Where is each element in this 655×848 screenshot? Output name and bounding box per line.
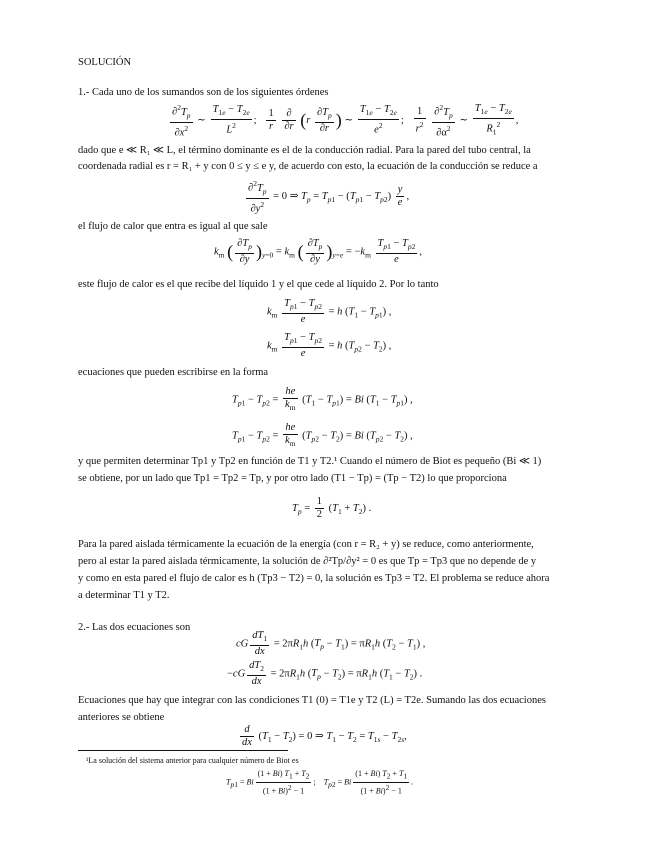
footnote-rule [78,750,288,751]
paragraph-biot-b: se obtiene, por un lado que Tp1 = Tp2 = Tp, y por otro lado (T1 − Tp) = (Tp − T2) lo que proporciona [78,473,507,484]
paragraph-orders: 1.- Cada uno de los sumandos son de los siguientes órdenes [78,87,329,98]
paragraph-integrate-a: Ecuaciones que hay que integrar con las condiciones T1 (0) = T1e y T2 (L) = T2e. Sumando las dos ecuaciones [78,695,546,706]
paragraph-form: ecuaciones que pueden escribirse en la forma [78,367,269,378]
paragraph-insulated-b: pero al estar la pared aislada térmicamente, la solución de ∂²Tp/∂y² = 0 es que Tp = Tp3 que no depende de y [78,556,537,567]
footnote-equation: $T_{p1} = Bi$ $\frac{(1 + Bi) T_1 + T_2}{(1 + Bi)^2 - 1}$ ; $T_{p2} = Bi$ $\frac{(1 + Bi) T_2 + T_1}{(1 + Bi)^2 - 1}$ . [226,769,414,796]
paragraph-liquids: este flujo de calor es el que recibe del líquido 1 y el que cede al líquido 2. Por lo tanto [78,279,439,290]
paragraph-integrate-b: anteriores se obtiene [78,712,165,723]
paragraph-insulated-c: y como en esta pared el flujo de calor es h (Tp3 − T2) = 0, la solución es Tp3 = T2. El problema se reduce ahora [78,573,550,584]
paragraph-biot-a: y que permiten determinar Tp1 y Tp2 en función de T1 y T2.¹ Cuando el número de Biot es pequeño (Bi ≪ 1) [78,456,542,467]
paragraph-insulated-d: a determinar T1 y T2. [78,590,170,601]
equation-orders: $\frac{\partial^2T_p}{\partial x^2}$ ∼ $\frac{T_{1e} - T_{2e}}{L^2}$ ; $\frac{1}{r}$ $\frac{\partial}{\partial r}$ (r $\frac{\partial T_p}{\partial r}$ ) ∼ $\frac{T_{1e} - T_{2e}}{e^2}$ ; $\frac{1}{r^2}$ $\frac{\partial^2T_p}{\partial\alpha^2}$ ∼ $\frac{T_{1e} - T_{2e}}{R_1^2}$ , [172,102,519,139]
equation-balance-1: $k_m$ $\frac{T_{p1} - T_{p2}}{e}$ = h $(T_1 - T_{p1})$ , [267,298,392,326]
equation-liquid-1: cG $\frac{dT_1}{dx}$ = $2\pi R_1h$ $(T_p - T_1) = \pi R_1h$ $(T_2 - T_1)$ , [236,630,426,658]
equation-heat-flux: $k_m$ ( $\frac{\partial T_p}{\partial y}$ )$_{y=0} = k_m$ ( $\frac{\partial T_p}{\partial y}$ )$_{y=e} = -k_m$ $\frac{T_{p1} - T_{p2}}{e}$ , [214,238,423,266]
equation-biot-2: $T_{p1} - T_{p2}$ = $\frac{he}{k_m}$ $(T_{p2} - T_2) = Bi$ $(T_{p2} - T_2)$ , [232,422,413,449]
equation-mean-temperature: $T_p$ = $\frac{1}{2}$ $(T_1 + T_2)$ . [292,496,372,520]
equation-sum: $\frac{d}{dx}$ $(T_1 - T_2) = 0$ ⇒ $T_1 - T_2 = T_{1s} - T_{2s}$, [242,724,407,748]
paragraph-two-equations: 2.- Las dos ecuaciones son [78,622,191,633]
footnote-text: ¹La solución del sistema anterior para cualquier número de Biot es [86,756,299,765]
equation-conduction: $\frac{\partial^2T_p}{\partial y^2}$ = 0 ⇒ $T_p = T_{p1} - (T_{p1} - T_{p2})$ $\frac{y}{e}$ , [248,179,410,215]
paragraph-heat-flux: el flujo de calor que entra es igual al que sale [78,221,268,232]
paragraph-dominant-a: dado que e ≪ R₁ ≪ L, el término dominante es el de la conducción radial. Para la pared del tubo central, la [78,145,531,156]
equation-biot-1: $T_{p1} - T_{p2}$ = $\frac{he}{k_m}$ $(T_1 - T_{p1}) = Bi$ $(T_1 - T_{p1})$ , [232,386,413,413]
equation-liquid-2: −cG $\frac{dT_2}{dx}$ = $2\pi R_1h$ $(T_p - T_2) = \pi R_1h$ $(T_1 - T_2)$ . [227,660,423,688]
paragraph-dominant-b: coordenada radial es r = R₁ + y con 0 ≤ y ≤ e y, de acuerdo con esto, la ecuación de la conducción se reduce a [78,161,538,172]
paragraph-insulated-a: Para la pared aislada térmicamente la ecuación de la energía (con r = R₂ + y) se reduce, como anteriormente, [78,539,534,550]
section-heading: SOLUCIÓN [78,57,132,68]
equation-balance-2: $k_m$ $\frac{T_{p1} - T_{p2}}{e}$ = h $(T_{p2} - T_2)$ , [267,332,392,360]
